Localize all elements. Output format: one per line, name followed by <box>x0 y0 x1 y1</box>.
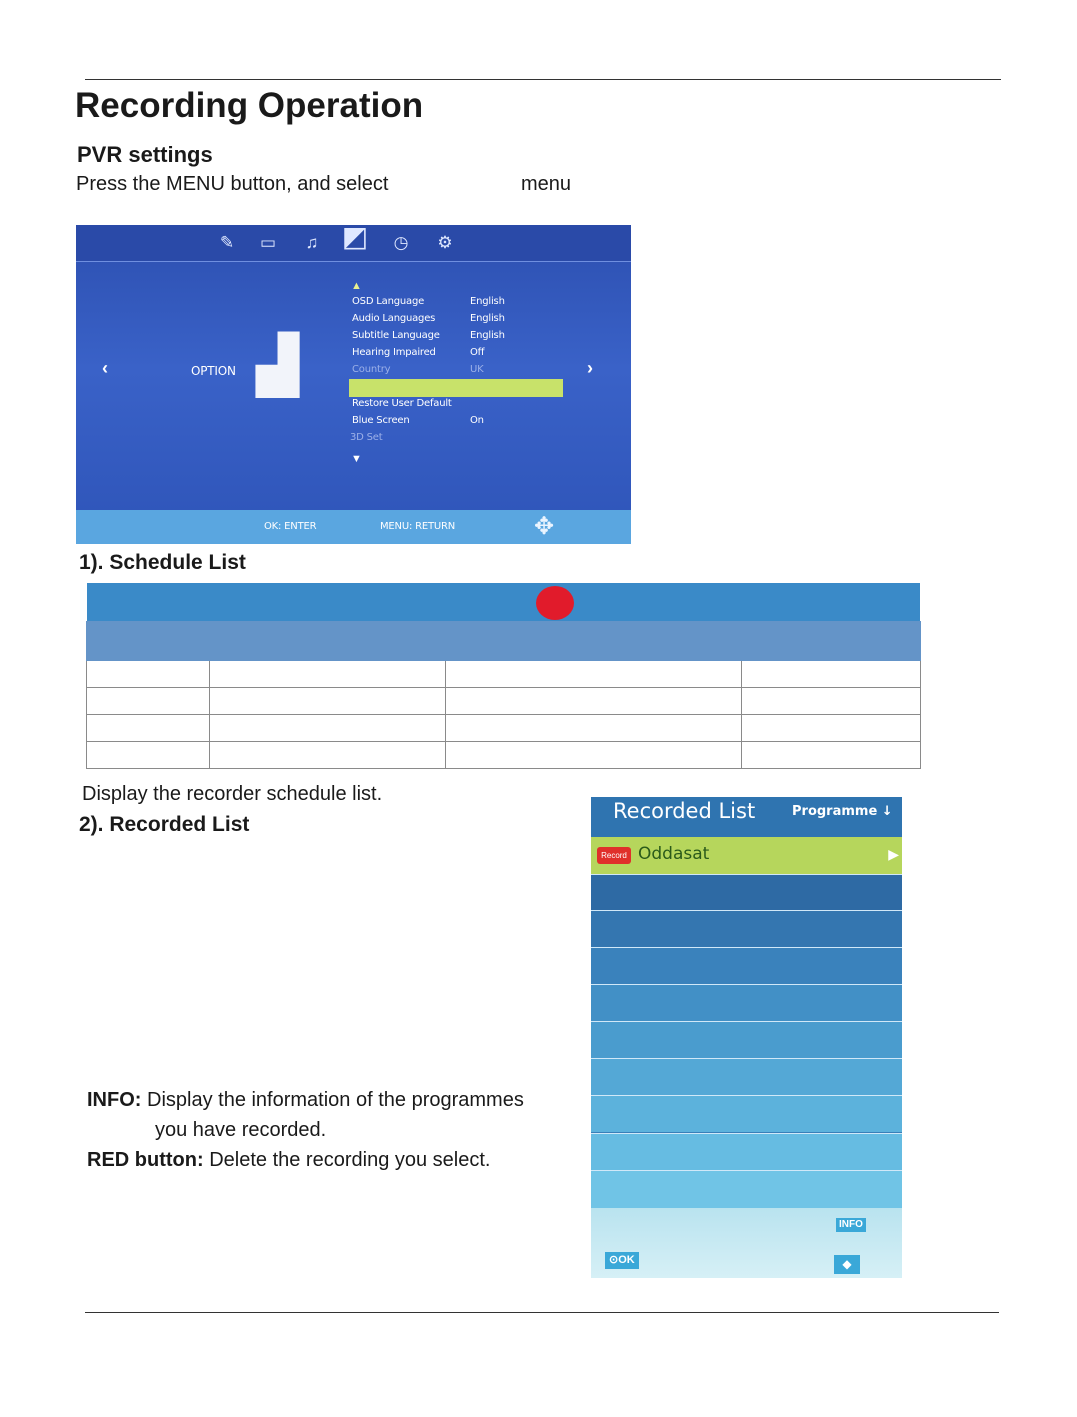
tv-item-value: English <box>470 330 505 341</box>
navigation-arrows-icon: ✥ <box>534 513 555 540</box>
tv-item-value: English <box>470 296 505 307</box>
table-row <box>87 715 921 742</box>
table-cell <box>742 688 921 715</box>
recorded-list-header <box>591 797 902 837</box>
bottom-rule <box>85 1312 999 1313</box>
list-item <box>591 1095 902 1132</box>
table-cell <box>742 742 921 769</box>
tv-item-value: English <box>470 313 505 324</box>
info-label: INFO: <box>87 1089 142 1111</box>
recorded-list-item <box>591 837 902 874</box>
tv-item-value: UK <box>470 364 484 375</box>
schedule-table <box>86 621 921 769</box>
tv-right-arrow: › <box>587 358 593 378</box>
schedule-header-cell <box>87 622 210 661</box>
list-item <box>591 874 902 911</box>
pvr-instruction-text: Press the MENU button, and select <box>76 173 389 195</box>
tv-item-label: Subtitle Language <box>352 330 440 341</box>
sound-icon: ♫ <box>305 233 319 252</box>
top-rule <box>85 79 1001 80</box>
table-cell <box>87 661 210 688</box>
table-cell <box>87 715 210 742</box>
tv-item-label: 3D Set <box>350 432 383 443</box>
schedule-header-row <box>87 622 921 661</box>
list-item <box>591 910 902 947</box>
tv-item-label: Blue Screen <box>352 415 410 426</box>
info-button: INFO <box>836 1218 866 1232</box>
tv-item-label: Hearing Impaired <box>352 347 436 358</box>
table-cell <box>210 688 446 715</box>
page-title: Recording Operation <box>75 86 424 125</box>
list-item <box>591 1170 902 1209</box>
tv-left-arrow: ‹ <box>102 358 108 378</box>
navigation-icon: ◆ <box>834 1255 860 1274</box>
table-cell <box>446 742 742 769</box>
schedule-caption: Display the recorder schedule list. <box>82 783 383 805</box>
recorded-list-heading: 2). Recorded List <box>79 813 250 836</box>
time-icon: ◷ <box>393 233 409 252</box>
table-cell <box>446 688 742 715</box>
tv-category-label: OPTION <box>191 364 236 378</box>
tv-item-label: Audio Languages <box>352 313 436 324</box>
ok-button: ⊙OK <box>605 1252 639 1269</box>
pvr-instruction-end: menu <box>521 173 572 195</box>
tv-item-label: Restore User Default <box>352 398 452 409</box>
table-cell <box>210 661 446 688</box>
lock-icon: ⚙ <box>437 233 453 252</box>
red-button-label: RED button: <box>87 1149 204 1171</box>
red-button-description <box>87 1149 490 1172</box>
sort-dropdown: Programme ↓ <box>792 804 893 819</box>
tv-item-value: Off <box>470 347 485 358</box>
tv-option-menu-screenshot <box>76 225 631 544</box>
recording-name: Oddasat <box>638 844 710 864</box>
recorded-list-title: Recorded List <box>613 799 756 823</box>
scroll-up-icon: ▲ <box>351 280 362 292</box>
schedule-table-title-bar <box>87 583 920 621</box>
table-row <box>87 661 921 688</box>
footer-enter-hint: OK: ENTER <box>264 521 317 532</box>
option-icon: ◩ <box>341 225 369 252</box>
table-cell <box>210 715 446 742</box>
scroll-down-icon: ▼ <box>351 453 362 465</box>
table-cell <box>210 742 446 769</box>
tv-selected-row <box>349 379 563 397</box>
schedule-list-heading: 1). Schedule List <box>79 551 246 574</box>
table-row <box>87 742 921 769</box>
list-item <box>591 947 902 984</box>
table-cell <box>87 688 210 715</box>
chevron-right-icon: ▶ <box>888 846 899 862</box>
table-cell <box>742 661 921 688</box>
footer-return-hint: MENU: RETURN <box>380 521 456 532</box>
table-cell <box>742 715 921 742</box>
recorded-list-footer <box>591 1208 902 1278</box>
list-item <box>591 1058 902 1095</box>
table-cell <box>446 715 742 742</box>
schedule-header-cell <box>210 622 446 661</box>
picture-icon: ▭ <box>259 233 277 252</box>
tv-menu-footer <box>76 510 631 544</box>
tv-item-value: On <box>470 415 484 426</box>
schedule-header-cell <box>742 622 921 661</box>
schedule-header-cell <box>446 622 742 661</box>
list-item <box>591 984 902 1021</box>
red-button-text: Delete the recording you select. <box>209 1149 491 1171</box>
record-badge: Record <box>597 847 631 864</box>
table-cell <box>87 742 210 769</box>
pvr-instruction <box>76 173 388 196</box>
recorded-list-screenshot <box>591 797 902 1278</box>
list-item <box>591 1021 902 1058</box>
table-cell <box>446 661 742 688</box>
info-description-cont: you have recorded. <box>155 1119 327 1141</box>
satellite-icon: ✎ <box>219 233 235 252</box>
tv-item-label: OSD Language <box>352 296 425 307</box>
pvr-settings-heading: PVR settings <box>77 142 213 167</box>
info-text: Display the information of the programmes <box>147 1089 524 1111</box>
tv-menu-top-bar <box>76 225 631 262</box>
list-item <box>591 1133 902 1170</box>
info-description <box>87 1089 524 1112</box>
record-dot-icon <box>536 586 574 620</box>
tv-item-label: Country <box>352 364 391 375</box>
tv-category-icon: ▟ <box>256 333 300 396</box>
table-row <box>87 688 921 715</box>
